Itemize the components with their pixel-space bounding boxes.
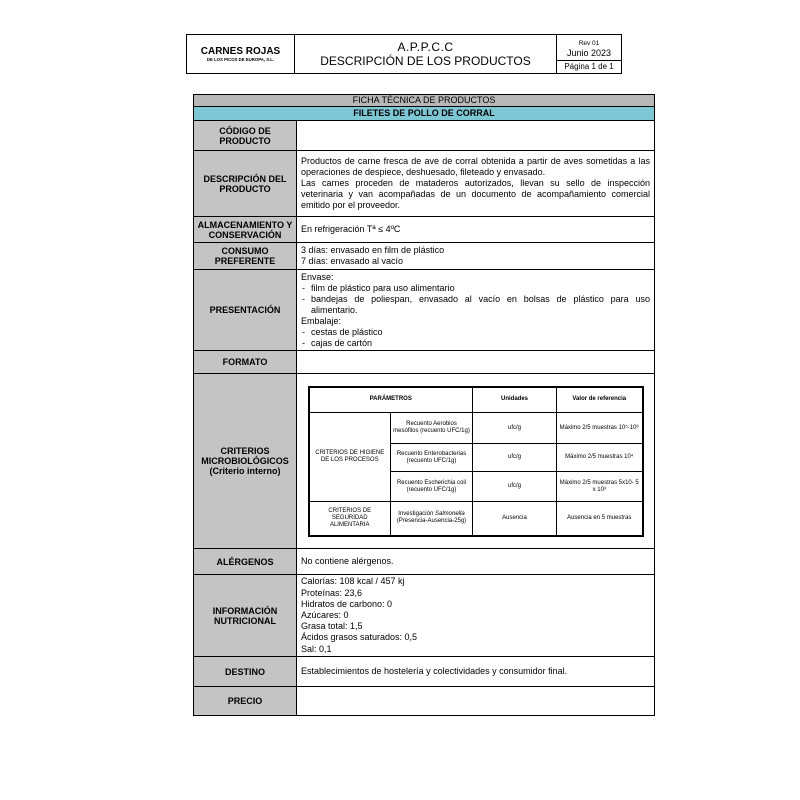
- param-cell: [391, 502, 473, 536]
- param-cell: Recuento Aerobios mesófilos (recuento UFC/1g): [391, 413, 473, 444]
- value-alergenos: No contiene alérgenos.: [301, 556, 394, 566]
- company-block: [187, 35, 295, 73]
- group-higiene: CRITERIOS DE HIGIENE DE LOS PROCESOS: [309, 413, 391, 502]
- envase-item: - bandejas de poliespan, envasado al vacío en bolsas de plástico para uso alimentario.: [301, 294, 650, 316]
- param-italic: Salmonella: [435, 511, 465, 518]
- revision-block: [557, 35, 621, 73]
- title-appcc: A.P.P.C.C: [397, 40, 454, 54]
- company-name: CARNES ROJAS: [200, 45, 281, 57]
- nutrition-line: Azúcares: 0: [301, 609, 349, 620]
- title-block: [295, 35, 557, 73]
- envase-title: Envase:: [301, 271, 334, 282]
- row-formato: [194, 351, 654, 374]
- value-precio: [297, 687, 654, 715]
- row-destino: [194, 657, 654, 687]
- criterios-label-line-1: CRITERIOS: [220, 446, 270, 456]
- nutrition-line: Grasa total: 1,5: [301, 621, 363, 632]
- descripcion-paragraph-2: Las carnes proceden de mataderos autorizados, llevan su sello de inspección veterinaria y van acompañadas de un documento de acompañamiento comercial emitido por el proveedor.: [301, 178, 650, 210]
- col-header-unidades: Unidades: [473, 387, 557, 413]
- row-consumo: [194, 243, 654, 270]
- row-descripcion: [194, 151, 654, 217]
- col-header-parametros: PARÁMETROS: [309, 387, 473, 413]
- label-codigo: CÓDIGO DE PRODUCTO: [194, 121, 297, 150]
- descripcion-paragraph-1: Productos de carne fresca de ave de corral obtenida a partir de aves sometidas a las operaciones de despiece, deshuesado, fileteado y envasado.: [301, 156, 650, 177]
- row-almacenamiento: [194, 217, 654, 243]
- product-sheet-table: [193, 94, 655, 716]
- product-name: FILETES DE POLLO DE CORRAL: [194, 107, 654, 121]
- consumo-line-2: 7 días: envasado al vacío: [301, 256, 404, 266]
- label-formato: FORMATO: [194, 351, 297, 373]
- ref-cell: Máximo 2/5 muestras 10⁴: [557, 444, 643, 472]
- ref-cell: Máximo 2/5 muestras 5x10- 5 x 10³: [557, 472, 643, 502]
- ref-cell: Máximo 2/5 muestras 10⁵-10⁶: [557, 413, 643, 444]
- envase-item: - film de plástico para uso alimentario: [301, 283, 650, 294]
- revision-number: Rev 01: [578, 40, 600, 48]
- value-nutricional: [297, 575, 654, 656]
- criterios-label-line-2: MICROBIOLÓGICOS: [201, 456, 289, 466]
- row-codigo: [194, 121, 654, 151]
- label-presentacion: PRESENTACIÓN: [194, 270, 297, 350]
- row-criterios: [194, 374, 654, 549]
- nutrition-line: Ácidos grasos saturados: 0,5: [301, 632, 418, 643]
- value-consumo: [297, 243, 654, 269]
- nutrition-line: Proteínas: 23,6: [301, 587, 363, 598]
- consumo-line-1: 3 días: envasado en film de plástico: [301, 245, 445, 255]
- table-row: [309, 413, 643, 444]
- nutrition-line: Calorías: 108 kcal / 457 kj: [301, 576, 405, 587]
- value-presentacion: [297, 270, 654, 350]
- nutrition-line: Sal: 0,1: [301, 643, 332, 654]
- unit-cell: ufc/g: [473, 444, 557, 472]
- col-header-valor: Valor de referencia: [557, 387, 643, 413]
- embalaje-title: Embalaje:: [301, 315, 342, 326]
- value-codigo: [297, 121, 654, 150]
- row-alergenos: [194, 549, 654, 575]
- param-prefix: Investigación: [398, 511, 435, 518]
- ref-cell: Ausencia en 5 muestras: [557, 502, 643, 536]
- criterios-label-line-3: (Criterio interno): [209, 466, 281, 476]
- row-presentacion: [194, 270, 654, 351]
- unit-cell: Ausencia: [473, 502, 557, 536]
- row-nutricional: [194, 575, 654, 657]
- value-criterios: [297, 374, 654, 548]
- label-descripcion: DESCRIPCIÓN DEL PRODUCTO: [194, 151, 297, 216]
- nutrition-line: Hidratos de carbono: 0: [301, 598, 393, 609]
- embalaje-item: - cestas de plástico: [301, 327, 650, 338]
- label-almacenamiento: ALMACENAMIENTO Y CONSERVACIÓN: [194, 217, 297, 242]
- section-title: FICHA TÉCNICA DE PRODUCTOS: [194, 95, 654, 107]
- company-subtitle: DE LOS PICOS DE EUROPA, S.L.: [206, 56, 275, 62]
- param-suffix: (Presencia-Ausencia-25g): [396, 518, 467, 525]
- label-alergenos: ALÉRGENOS: [194, 549, 297, 574]
- param-cell: Recuento Escherichia coli (recuento UFC/1g): [391, 472, 473, 502]
- label-destino: DESTINO: [194, 657, 297, 686]
- value-almacenamiento: En refrigeración Tª ≤ 4ºC: [301, 224, 401, 234]
- label-precio: PRECIO: [194, 687, 297, 715]
- document-header: [186, 34, 622, 74]
- value-formato: [297, 351, 654, 373]
- revision-date: Junio 2023: [557, 47, 621, 60]
- value-destino: Establecimientos de hostelería y colectividades y consumidor final.: [301, 666, 568, 676]
- value-descripcion: [297, 151, 654, 216]
- row-precio: [194, 687, 654, 715]
- table-row: [309, 502, 643, 536]
- group-seguridad: CRITERIOS DE SEGURIDAD ALIMENTARIA: [309, 502, 391, 536]
- param-cell: Recuento Enterobacterias (recuento UFC/1g): [391, 444, 473, 472]
- label-nutricional: INFORMACIÓN NUTRICIONAL: [194, 575, 297, 656]
- page-number: Página 1 de 1: [564, 62, 614, 72]
- label-criterios: [194, 374, 297, 548]
- label-consumo: CONSUMO PREFERENTE: [194, 243, 297, 269]
- title-description: DESCRIPCIÓN DE LOS PRODUCTOS: [320, 54, 531, 68]
- microbiological-criteria-table: [308, 386, 644, 537]
- unit-cell: ufc/g: [473, 413, 557, 444]
- embalaje-item: - cajas de cartón: [301, 338, 650, 349]
- unit-cell: ufc/g: [473, 472, 557, 502]
